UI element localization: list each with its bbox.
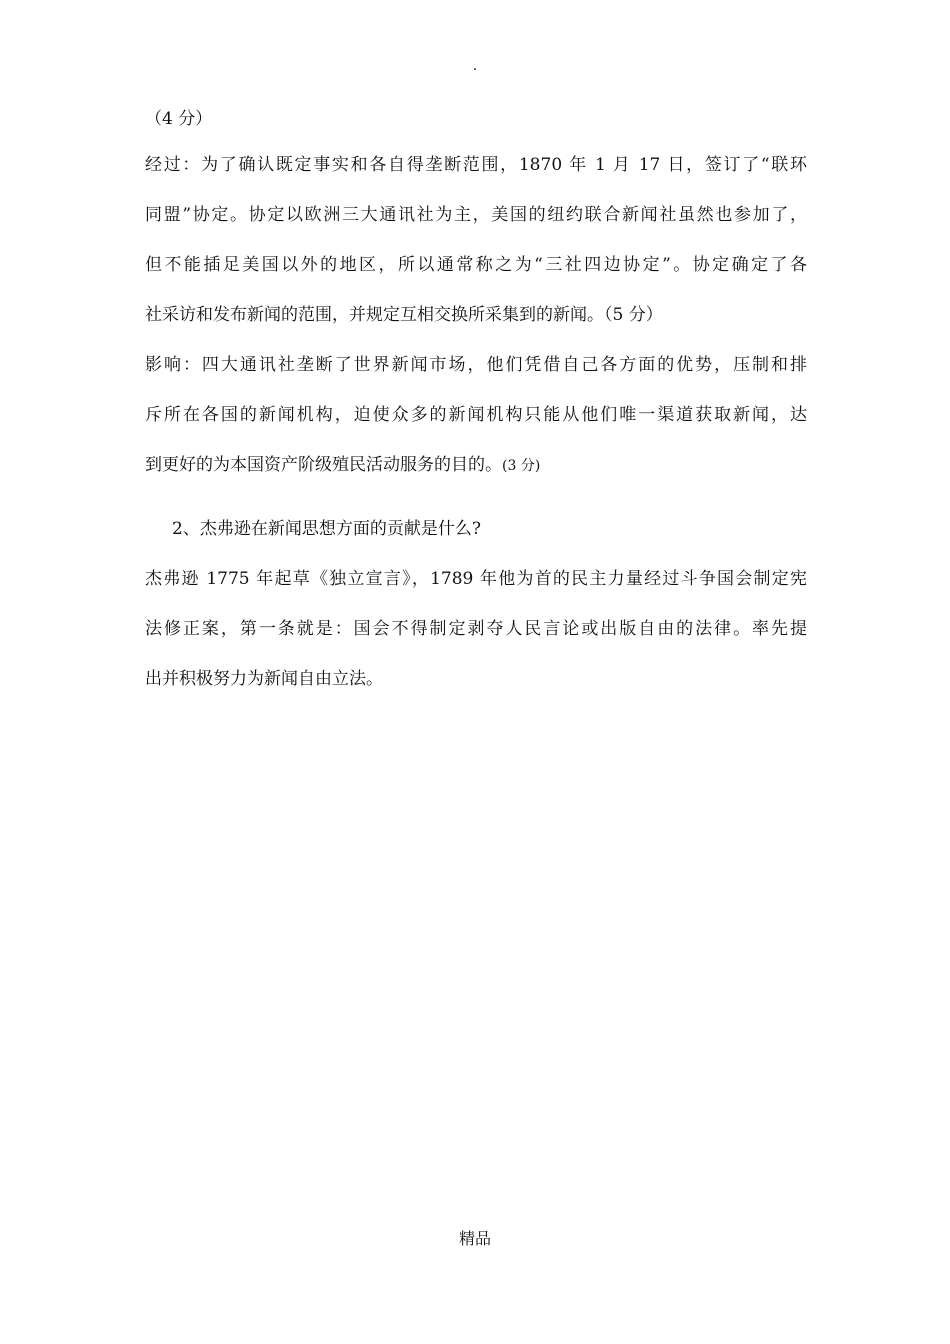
process-paragraph	[145, 140, 807, 340]
impact-line-3	[145, 440, 807, 490]
process-line-3: 但不能插足美国以外的地区，所以通常称之为“三社四边协定”。协定确定了各	[145, 255, 807, 275]
process-line-4: 社采访和发布新闻的范围，并规定互相交换所采集到的新闻。（5 分）	[145, 305, 663, 325]
impact-paragraph	[145, 340, 807, 490]
previous-score: （4 分）	[145, 109, 213, 129]
footer-label: 精品	[458, 1229, 491, 1248]
section-gap	[145, 490, 807, 504]
answer-line-2: 法修正案，第一条就是：国会不得制定剥夺人民言论或出版自由的法律。率先提	[145, 619, 807, 639]
question-2-title: 2、杰弗逊在新闻思想方面的贡献是什么?	[172, 519, 481, 539]
impact-line-3-text: 到更好的为本国资产阶级殖民活动服务的目的。	[145, 455, 502, 475]
impact-score: (3 分)	[502, 458, 541, 474]
process-line-2: 同盟”协定。协定以欧洲三大通讯社为主，美国的纽约联合新闻社虽然也参加了，	[145, 205, 807, 225]
document-body	[145, 104, 807, 704]
process-line-1: 经过：为了确认既定事实和各自得垄断范围，1870 年 1 月 17 日，签订了“联环	[145, 155, 807, 175]
impact-line-2: 斥所在各国的新闻机构，迫使众多的新闻机构只能从他们唯一渠道获取新闻，达	[145, 405, 807, 425]
header-mark: .	[472, 58, 478, 74]
answer-paragraph	[145, 554, 807, 704]
impact-line-1: 影响：四大通讯社垄断了世界新闻市场，他们凭借自己各方面的优势，压制和排	[145, 355, 807, 375]
answer-line-3: 出并积极努力为新闻自由立法。	[145, 669, 383, 689]
answer-line-1: 杰弗逊 1775 年起草《独立宣言》，1789 年他为首的民主力量经过斗争国会制定宪	[145, 569, 807, 589]
